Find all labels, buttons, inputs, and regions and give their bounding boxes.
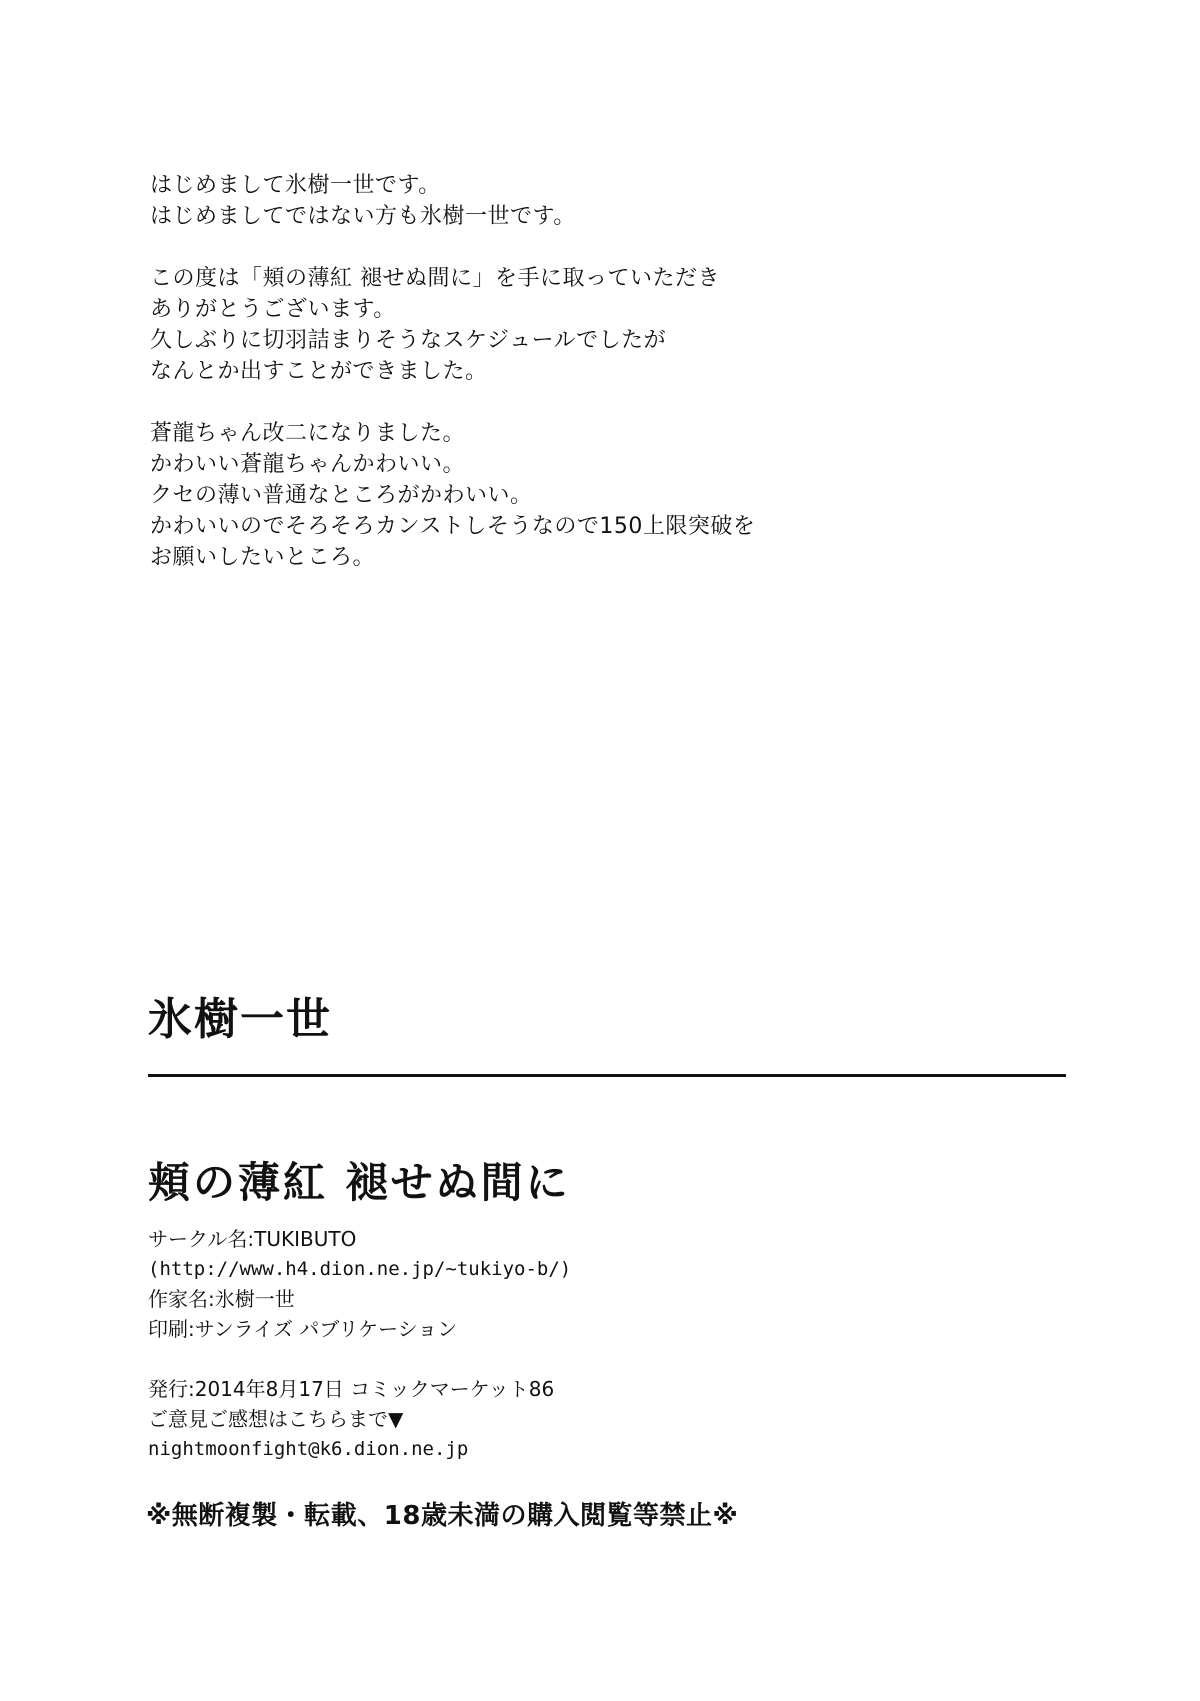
colophon-spacer [148,1344,1048,1374]
afterword-line: かわいいのでそろそろカンストしそうなので150上限突破を [150,514,756,539]
divider-line [148,1074,1066,1077]
author-name: 作家名:氷樹一世 [148,1287,295,1311]
afterword-line: クセの薄い普通なところがかわいい。 [150,483,533,508]
circle-name: サークル名:TUKIBUTO [148,1227,357,1251]
afterword-line: 久しぶりに切羽詰まりそうなスケジュールでしたが [150,328,667,353]
printer-name: 印刷:サンライズ パブリケーション [148,1317,458,1341]
afterword-line: なんとか出すことができました。 [150,359,488,384]
afterword-line: お願いしたいところ。 [150,545,376,570]
book-title: 頬の薄紅 褪せぬ間に [148,1158,571,1207]
feedback-prompt: ご意見ご感想はこちらまで▼ [148,1407,404,1431]
afterword-paragraph-2 [150,263,1050,387]
afterword-text [150,170,1050,604]
author-heading: 氷樹一世 [148,994,332,1045]
copyright-warning: ※無断複製・転載、18歳未満の購入閲覧等禁止※ [146,1501,739,1531]
publication-info: 発行:2014年8月17日 コミックマーケット86 [148,1377,555,1401]
afterword-line: はじめましてではない方も氷樹一世です。 [150,204,576,229]
afterword-line: 蒼龍ちゃん改二になりました。 [150,421,466,446]
colophon [148,1224,1048,1464]
afterword-paragraph-1 [150,170,1050,232]
afterword-line: はじめまして氷樹一世です。 [150,173,441,198]
contact-email: nightmoonfight@k6.dion.ne.jp [148,1438,469,1460]
afterword-line: この度は「頬の薄紅 褪せぬ間に」を手に取っていただき [150,266,720,291]
afterword-line: かわいい蒼龍ちゃんかわいい。 [150,452,466,477]
afterword-paragraph-3 [150,418,1050,573]
circle-url: (http://www.h4.dion.ne.jp/~tukiyo-b/) [148,1258,572,1280]
afterword-line: ありがとうございます。 [150,297,396,322]
